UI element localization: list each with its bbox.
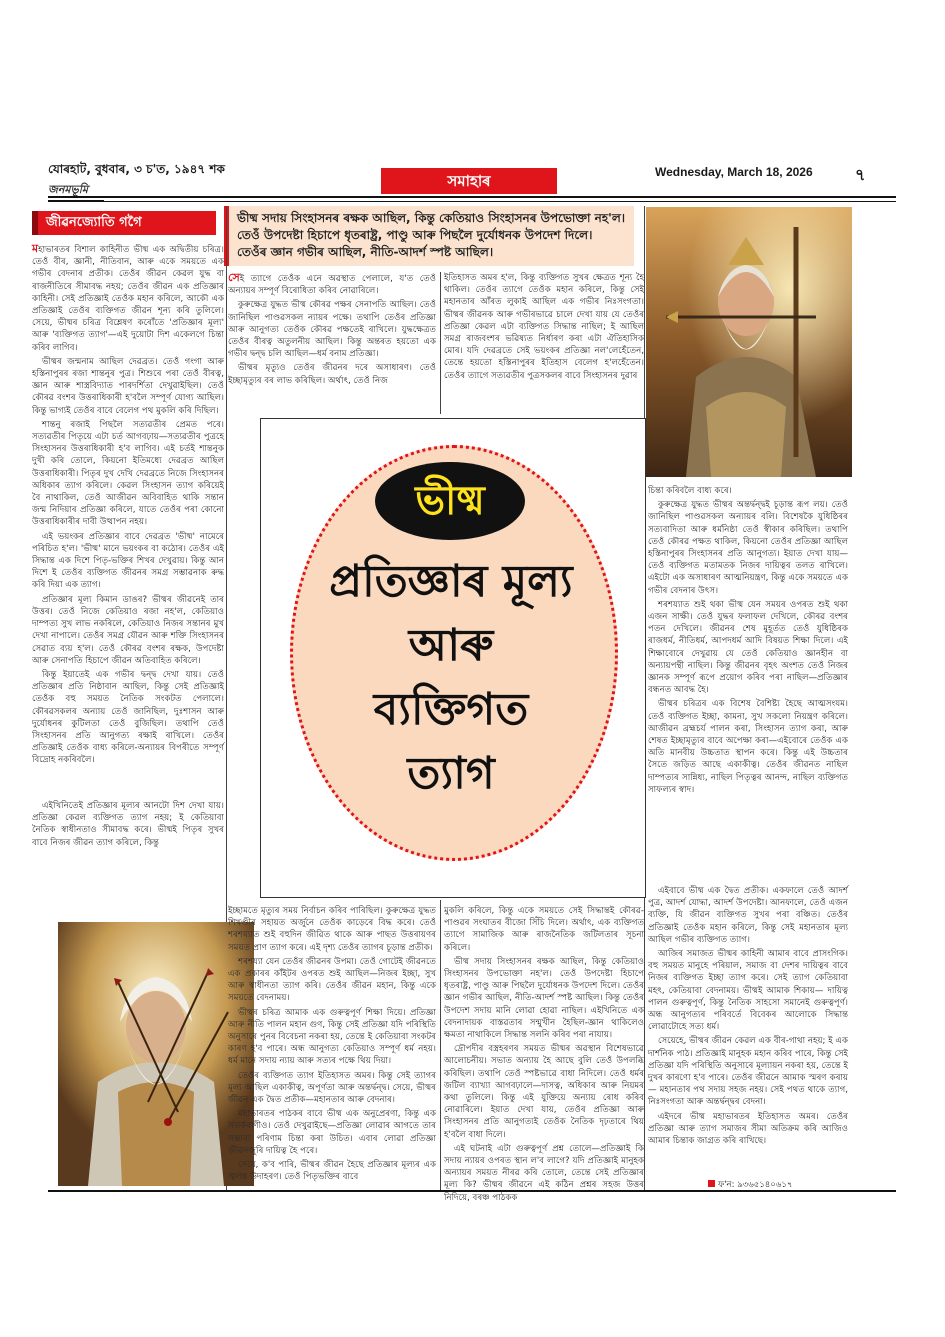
header-rule (48, 196, 896, 198)
paragraph: সেয়ে, ক'ব পাৰি, ভীষ্মৰ জীৱন হৈছে প্ৰতিজ্ঞাৰ মূল্যৰ এক জ্বলন্ত উদাহৰণ। তেওঁ পিতৃভক্তিৰ বাবে (228, 1160, 436, 1183)
paragraph: ভীষ্মৰ চৰিত্ৰ আমাক এক গুৰুত্বপূৰ্ণ শিক্ষা দিয়ে। প্ৰতিজ্ঞা আৰু নীতি পালন মহান গুণ, কিন্তু সেই প্ৰতিজ্ঞা যদি পৰিস্থিতি অনুসাৰে পুনৰ বিবেচনা নকৰা হয়, তেন্তে ই কেতিয়াবা সংকটৰ কাৰণ হ'ব পাৰে। অন্ধ আনুগত্য কেতিয়াও সম্পূৰ্ণ ধৰ্ম নহয়। ধৰ্ম মানে সদায় ন্যায় আৰু সত্যৰ পক্ষে থিয় দিয়া। (228, 1007, 436, 1067)
paragraph: চিন্তা কৰিবলৈ বাধ্য কৰে। (648, 486, 732, 496)
paragraph: ইতিহাসত অমৰ হ'ল, কিন্তু ব্যক্তিগত সুখৰ ক্ষেত্ৰত শূন্য হৈ থাকিল। তেওঁৰ ত্যাগে তেওঁক মহান কৰিলে, কিন্তু সেই মহানতাৰ আঁৰত লুকাই আছিল এক গভীৰ নিঃসংগতা। ভীষ্মৰ জীৱনক আৰু গভীৰভাৱে চালে দেখা যায় যে তেওঁৰ প্ৰতিজ্ঞা কেৱল এটা ব্যক্তিগত সিদ্ধান্ত নাছিল; ই আছিল সমগ্ৰ ৰাজবংশৰ ভৱিষ্যত নিৰ্ধাৰণ কৰা এটা ঐতিহাসিক মোৰ। যদি দেৱব্ৰতে সেই ভয়ংকৰ প্ৰতিজ্ঞা নল'লেহেঁতেন, তেন্তে হয়তো হস্তিনাপুৰৰ ইতিহাস বেলেগ হ'লহেঁতেন। তেওঁৰ ত্যাগে সত্যৱতীৰ পুত্ৰসকলৰ বাবে সিংহাসনৰ দুৱাৰ (444, 273, 644, 381)
paragraph: এইবাবে ভীষ্ম এক দ্বৈত প্ৰতীক। একফালে তেওঁ আদৰ্শ পুত্ৰ, আদৰ্শ যোদ্ধা, আদৰ্শ উপদেষ্টা। আনফালে, তেওঁ এজন ব্যক্তি, যি জীৱন ব্যক্তিগত সুখৰ পৰা বঞ্চিত। তেওঁৰ প্ৰতিজ্ঞাই তেওঁক মহান কৰিলে, কিন্তু সেই মহানতাৰ মূল্য আছিল গভীৰ ব্যক্তিগত ত্যাগ। (648, 886, 848, 945)
paragraph: তেওঁৰ ব্যক্তিগত ত্যাগ ইতিহাসত অমৰ। কিন্তু সেই ত্যাগৰ মূল্য আছিল একাকীত্ব, অপূৰ্ণতা আৰু অন্তৰ্দ্বন্দ্ব। সেয়ে, ভীষ্মৰ জীৱন এক দ্বৈত প্ৰতীক—মহানতাৰ আৰু বেদনাৰ। (228, 1070, 436, 1106)
article-column-2-top (228, 272, 436, 412)
title-line: প্ৰতিজ্ঞাৰ মূল্য (329, 556, 573, 607)
article-column-3-bottom (444, 905, 644, 1203)
paragraph: সেয়েহে, ভীষ্মৰ জীৱন কেৱল এক বীৰ-গাথা নহয়; ই এক দাৰ্শনিক পাঠ। প্ৰতিজ্ঞাই মানুহক মহান কৰিব পাৰে, কিন্তু সেই প্ৰতিজ্ঞা যদি পৰিস্থিতি অনুসাৰে মূল্যায়ন নকৰা হয়, তেন্তে ই দুখৰ কাৰণো হ'ব পাৰে। তেওঁৰ জীৱনে আমাক স্মৰণ কৰায়— মহানতাৰ পথ সদায় সহজ নহয়। সেই পথত থাকে ত্যাগ, নিঃসংগতা আৰু অন্তৰ্দ্বন্দ্বৰ বেদনা। (648, 1036, 848, 1108)
paragraph: ভীষ্মৰ মৃত্যুও তেওঁৰ জীৱনৰ দৰে অসাধাৰণ। তেওঁ ইচ্ছামৃত্যুৰ বৰ লাভ কৰিছিল। অৰ্থাৎ, তেওঁ নিজ (228, 363, 436, 386)
paragraph: ভীষ্মৰ জন্মনাম আছিল দেৱব্ৰত। তেওঁ গংগা আৰু হস্তিনাপুৰৰ ৰজা শান্তনুৰ পুত্ৰ। শিশুৰে পৰা তেওঁ বীৰত্ব, জ্ঞান আৰু শাস্ত্ৰবিদ্যাত পাৰদৰ্শিতা দেখুৱাইছিল। তেওঁ কৌৰৱ বংশৰ উত্তৰাধিকাৰী হ'বলৈ সম্পূৰ্ণ যোগ্য আছিল। কিন্তু ভাগ্যই তেওঁৰ বাবে বেলেগ পথ মুকলি কৰি দিছিল। (32, 356, 224, 416)
article-column-4-top (648, 485, 848, 893)
page-number: ৭ (855, 165, 866, 184)
phone-marker (708, 1180, 715, 1187)
paragraph: এইদৰে ভীষ্ম মহাভাৰতৰ ইতিহাসত অমৰ। তেওঁৰ প্ৰতিজ্ঞা আৰু ত্যাগ সমাজৰ সীমা অতিক্ৰম কৰি আজিও আমাৰ চিন্তাক জাগ্ৰত কৰি ৰাখিছে। (648, 1111, 848, 1147)
paragraph: দ্ৰৌপদীৰ বস্ত্ৰহৰণৰ সময়ত ভীষ্মৰ অৱস্থান বিশেষভাৱে আলোচনীয়। সভাত অন্যায় হৈ আছে বুলি তেওঁ উপলব্ধি কৰিছিল। তথাপি তেওঁ স্পষ্টভাৱে বাধা নিদিলে। তেওঁ ধৰ্মৰ জটিল ব্যাখ্যা আগবঢ়ালে—দাসত্ব, অধিকাৰ আৰু নিয়মৰ কথা তুলিলে। কিন্তু এই যুক্তিয়ে অন্যায় ৰোধ কৰিব নোৱাৰিলে। ইয়াত দেখা যায়, তেওঁৰ প্ৰতিজ্ঞা আৰু সিংহাসনৰ প্ৰতি আনুগত্যই তেওঁক নৈতিক দৃঢ়তাৰে থিয় হ'বলৈ বাধা দিলে। (444, 1044, 644, 1140)
paragraph: মহাভাৰতৰ পাঠকৰ বাবে ভীষ্ম এক অনুপ্ৰেৰণা, কিন্তু এক সতৰ্কবাণীও। তেওঁ দেখুৱাইছে—প্ৰতিজ্ঞা লোৱাৰ আগতে তাৰ সম্ভাব্য পৰিণাম চিন্তা কৰা উচিত। এবাৰ লোৱা প্ৰতিজ্ঞা জীৱনজুৰি দায়িত্ব হৈ পৰে। (228, 1109, 436, 1156)
column-divider (440, 900, 441, 1190)
paragraph: মহাভাৰতৰ বিশাল কাহিনীত ভীষ্ম এক অদ্বিতীয় চৰিত্ৰ। তেওঁ বীৰ, জ্ঞানী, নীতিবান, আৰু একে সময়তে এক গভীৰ বেদনাৰ প্ৰতীক। তেওঁৰ জীৱন কেৱল যুদ্ধ বা ৰাজনীতিৰে সীমাবদ্ধ নহয়; তেওঁৰ জীৱন এক প্ৰতিজ্ঞাৰ কাহিনী। সেই প্ৰতিজ্ঞাই তেওঁক মহান কৰিলে, আকৌ এক প্ৰতিজ্ঞাই তেওঁৰ ব্যক্তিগত জীৱন শূন্য কৰি তুলিলে। সেয়ে, ভীষ্মৰ চৰিত্ৰ বিশ্লেষণ কৰোঁতে 'প্ৰতিজ্ঞাৰ মূল্য' আৰু 'ব্যক্তিগত ত্যাগ'—এই দুয়োটা দিশ একেলগে চিন্তা কৰিব লাগিব। (32, 242, 224, 353)
column-divider (440, 272, 441, 414)
paragraph: শান্তনু ৰজাই পিছলৈ সত্যৱতীৰ প্ৰেমত পৰে। সত্যৱতীৰ পিতৃয়ে এটা চৰ্ত আগবঢ়ায়—সত্যৱতীৰ পুত্ৰহে সিংহাসনৰ উত্তৰাধিকাৰী হ'ব লাগিব। এই চৰ্তই শান্তনুক দুখী কৰি তোলে, কিয়নো ইতিমধ্যে দেৱব্ৰত আছিল উত্তৰাধিকাৰী। পিতৃৰ দুখ দেখি দেৱব্ৰতে নিজে সিংহাসনৰ অধিকাৰ ত্যাগ কৰিলে। কেৱল সিংহাসন ত্যাগ কৰিয়েই বৈ নাথাকিল, তেওঁ আজীৱন অবিবাহিত থাকি সন্তান জন্ম নিদিয়াৰ প্ৰতিজ্ঞা কৰিলে, যাতে তেওঁৰ পৰা কোনো উত্তৰাধিকাৰীৰ দাবী উত্থাপন নহয়। (32, 419, 224, 528)
footer-rule (48, 1190, 896, 1192)
paragraph: কুৰুক্ষেত্ৰ যুদ্ধত ভীষ্ম কৌৰৱ পক্ষৰ সেনাপতি আছিল। তেওঁ জানিছিল পাণ্ডৱসকল ন্যায়ৰ পক্ষে। তথাপি তেওঁৰ প্ৰতিজ্ঞা আৰু আনুগত্য তেওঁক কৌৰৱ পক্ষতেই ৰাখিলে। যুদ্ধক্ষেত্ৰত তেওঁৰ বীৰত্ব অতুলনীয় আছিল। কিন্তু অন্তৰত হয়তো এক গভীৰ দ্বন্দ্ব চলি আছিল—ধৰ্ম বনাম প্ৰতিজ্ঞা। (228, 300, 436, 360)
author-byline: জীৱনজ্যোতি গগৈ (32, 211, 216, 235)
pull-quote: ভীষ্ম সদায় সিংহাসনৰ ৰক্ষক আছিল, কিন্তু কেতিয়াও সিংহাসনৰ উপভোক্তা নহ'ল। তেওঁ উপদেষ্টা হিচাপে ধৃতৰাষ্ট্ৰ, পাণ্ডু আৰু পিছলৈ দুৰ্যোধনক উপদেশ দিলে। তেওঁৰ জ্ঞান গভীৰ আছিল, নীতি-আদৰ্শ স্পষ্ট আছিল। (224, 206, 634, 266)
title-main: ভীষ্ম (415, 478, 485, 524)
masthead-logo: জনমভূমি (48, 181, 104, 202)
paragraph: সেই ত্যাগে তেওঁক এনে অৱস্থাত পেলালে, য'ত তেওঁ অন্যায়ৰ সম্পূৰ্ণ বিৰোধিতা কৰিব নোৱাৰিলে। (228, 271, 436, 297)
article-column-4-bottom (648, 885, 848, 1185)
article-column-3-top (444, 272, 644, 412)
paragraph: ভীষ্মৰ চৰিত্ৰৰ এক বিশেষ বৈশিষ্ট্য হৈছে আত্মসংযম। তেওঁ ব্যক্তিগত ইচ্ছা, কামনা, সুখ সকলো নিয়ন্ত্ৰণ কৰিলে। আজীৱন ব্ৰহ্মচৰ্য পালন কৰা, সিংহাসন ত্যাগ কৰা, আৰু শেষত ইচ্ছামৃত্যুৰ বাবে অপেক্ষা কৰা—এইবোৰে তেওঁক এক অতি মানবীয় উচ্চতাত স্থাপন কৰে। কিন্তু এই উচ্চতাৰ সৈতে জড়িত আছে একাকীত্ব। তেওঁৰ জীৱনত নাছিল দাম্পত্যৰ সান্নিধ্য, নাছিল পিতৃত্বৰ আনন্দ, নাছিল ব্যক্তিগত সাফল্যৰ স্বাদ। (648, 699, 848, 795)
paragraph: কিন্তু ইয়াতেই এক গভীৰ দ্বন্দ্ব দেখা যায়। তেওঁ প্ৰতিজ্ঞাৰ প্ৰতি নিষ্ঠাবান আছিল, কিন্তু সেই প্ৰতিজ্ঞাই তেওঁক বহু সময়ত নৈতিক সংকটত পেলালে। কৌৰৱসকলৰ অন্যায় তেওঁ জানিছিল, দুঃশাসন আৰু দুৰ্যোধনৰ কুটিলতা তেওঁ বুজিছিল। তথাপি তেওঁ সিংহাসনৰ প্ৰতি আনুগত্য ৰক্ষাই ৰাখিলে। তেওঁৰ প্ৰতিজ্ঞাই তেওঁক বাধ্য কৰিলে-অন্যায়ৰ বিপৰীতে সম্পূৰ্ণ বিদ্ৰোহ নকৰিবলৈ। (32, 669, 224, 766)
title-line: আৰু (408, 620, 494, 671)
header-rule-thin (48, 201, 896, 202)
bhishma-arrow-bed-illustration (58, 922, 254, 1186)
paragraph: প্ৰতিজ্ঞাৰ মূল্য কিমান ডাঙৰ? ভীষ্মৰ জীৱনেই তাৰ উত্তৰ। তেওঁ নিজে কেতিয়াও ৰজা নহ'ল, কেতিয়াও দাম্পত্য সুখ লাভ নকৰিলে, কেতিয়াও নিজৰ সন্তানৰ মুখ দেখা নাপালে। তেওঁৰ সমগ্ৰ যৌৱন আৰু শক্তি সিংহাসনৰ সেৱাত ব্যয় হ'ল। তেওঁ কৌৰৱ বংশৰ ৰক্ষক, উপদেষ্টা আৰু সেনাপতি হিচাপে জীৱন অতিবাহিত কৰিলে। (32, 594, 224, 666)
paragraph: মুকলি কৰিলে, কিন্তু একে সময়তে সেই সিদ্ধান্তই কৌৰৱ-পাণ্ডৱৰ সংঘাতৰ বীজো সিঁচি দিলে। অৰ্থাৎ, এক ব্যক্তিগত ত্যাগে সামাজিক আৰু ৰাজনৈতিক জটিলতাৰ সূচনা কৰিলে। (444, 906, 644, 953)
paragraph: এই ঘটনাই এটা গুৰুত্বপূৰ্ণ প্ৰশ্ন তোলে—প্ৰতিজ্ঞাই কি সদায় ন্যায়ৰ ওপৰত স্থান ল'ব লাগে? যদি প্ৰতিজ্ঞাই মানুহক অন্যায়ৰ সময়ত নীৰৱ কৰি তোলে, তেন্তে সেই প্ৰতিজ্ঞাৰ মূল্য কি? ভীষ্মৰ জীৱনে এই কঠিন প্ৰশ্নৰ সহজ উত্তৰ নিদিয়ে, বৰঞ্চ পাঠকক (444, 1143, 644, 1203)
byline-accent (32, 211, 38, 235)
paragraph: কুৰুক্ষেত্ৰ যুদ্ধত ভীষ্মৰ অন্তৰ্দ্বন্দ্বই চূড়ান্ত ৰূপ লয়। তেওঁ জানিছিল পাণ্ডৱসকল অন্যায়ৰ বলি। বিশেষকৈ যুধিষ্ঠিৰৰ সত্যবাদিতা আৰু ধৰ্মনিষ্ঠা তেওঁ স্বীকাৰ কৰিছিল। তথাপি তেওঁ কৌৰৱ পক্ষত থাকিল, কিয়নো তেওঁৰ প্ৰতিজ্ঞা আছিল হস্তিনাপুৰৰ সিংহাসনৰ প্ৰতি আনুগত্য। ইয়াত দেখা যায়— তেওঁ ব্যক্তিগত মতামতক নিজৰ দায়িত্বৰ তলত ৰাখিলে। এইটো এক অসাধাৰণ আত্মনিয়ন্ত্ৰণ, কিন্তু একে সময়তে এক গভীৰ বেদনাৰ উৎস। (648, 500, 848, 596)
article-column-1-cont (32, 800, 224, 922)
bhishma-archer-illustration (646, 207, 852, 477)
paragraph: শৰশয্যা যেন তেওঁৰ জীৱনৰ উপমা। তেওঁ গোটেই জীৱনতে এক প্ৰকাৰৰ কাঁইটৰ ওপৰত শুই আছিল—নিজৰ ইচ্ছা, সুখ আৰু স্বাধীনতা ত্যাগ কৰি। তেওঁৰ জীৱন মহান, কিন্তু একে সময়তে বেদনাময়। (228, 956, 436, 1004)
paragraph: এইখিনিতেই প্ৰতিজ্ঞাৰ মূল্যৰ আনটো দিশ দেখা যায়। প্ৰতিজ্ঞা কেৱল ব্যক্তিগত ত্যাগ নহয়; ই কেতিয়াবা নৈতিক স্বাধীনতাও সীমাবদ্ধ কৰে। ভীষ্মই পিতৃৰ সুখৰ বাবে নিজৰ জীৱন ত্যাগ কৰিলে, কিন্তু (32, 801, 224, 848)
header-location-date: যোৰহাট, বুধবাৰ, ৩ চ'ত, ১৯৪৭ শক (48, 162, 225, 176)
paragraph: ভীষ্ম সদায় সিংহাসনৰ ৰক্ষক আছিল, কিন্তু কেতিয়াও সিংহাসনৰ উপভোক্তা নহ'ল। তেওঁ উপদেষ্টা হিচাপে ধৃতৰাষ্ট্ৰ, পাণ্ডু আৰু পিছলৈ দুৰ্যোধনক উপদেশ দিলে। তেওঁৰ জ্ঞান গভীৰ আছিল, নীতি-আদৰ্শ স্পষ্ট আছিল। কিন্তু তেওঁৰ উপদেশ সদায় মানি লোৱা হোৱা নাছিল। এইখিনিতে এক বেদনাদায়ক বাস্তৱতাৰ সন্মুখীন হৈছিল-জ্ঞান থাকিলেও ক্ষমতা নাথাকিলে সিদ্ধান্ত সলনি কৰিব পৰা নাযায়। (444, 956, 644, 1041)
paragraph: আজিৰ সমাজত ভীষ্মৰ কাহিনী আমাৰ বাবে প্ৰাসংগিক। বহু সময়ত মানুহে পৰিয়াল, সমাজ বা দেশৰ দায়িত্বৰ বাবে নিজৰ ব্যক্তিগত ইচ্ছা ত্যাগ কৰে। সেই ত্যাগ কেতিয়াবা মহৎ, কেতিয়াবা বেদনাময়। ভীষ্মই আমাক শিকায়— দায়িত্ব পালন গুৰুত্বপূৰ্ণ, কিন্তু নৈতিক সাহসো সমানেই গুৰুত্বপূৰ্ণ। অন্ধ আনুগত্যৰ পৰিবৰ্তে বিবেকৰ আলোকে সিদ্ধান্ত লোৱাটোহে সত্য ধৰ্ম। (648, 949, 848, 1033)
article-column-2-bottom (228, 905, 436, 1191)
section-title: সমাহাৰ (381, 168, 557, 194)
paragraph: এই ভয়ংকৰ প্ৰতিজ্ঞাৰ বাবে দেৱব্ৰত 'ভীষ্ম' নামেৰে পৰিচিত হ'ল। 'ভীষ্ম' মানে ভয়ংকৰ বা কঠোৰ। তেওঁৰ এই সিদ্ধান্ত এক দিশে পিতৃ-ভক্তিৰ শিখৰ দেখুৱায়। কিন্তু আন দিশে ই তেওঁৰ ব্যক্তিগত জীৱনৰ সমগ্ৰ সম্ভাৱনাক ৰুদ্ধ কৰি দিয়া এক ত্যাগ। (32, 531, 224, 591)
title-line: ত্যাগ (407, 748, 495, 799)
title-line: ব্যক্তিগত (373, 684, 529, 735)
article-column-1 (32, 243, 224, 795)
paragraph: ইচ্ছামতে মৃত্যুৰ সময় নিৰ্বাচন কৰিব পাৰিছিল। কুৰুক্ষেত্ৰ যুদ্ধত শিখণ্ডীৰ সহায়ত অৰ্জুনে তেওঁক কাড়েৰে বিদ্ধ কৰে। তেওঁ শৰশয্যাত শুই বহুদিন জীৱিত থাকে আৰু পাছত উত্তৰায়ণৰ সময়ত প্ৰাণ ত্যাগ কৰে। এই দৃশ্য তেওঁৰ ত্যাগৰ চূড়ান্ত প্ৰতীক। (228, 906, 436, 953)
header-english-date: Wednesday, March 18, 2026 (655, 165, 813, 179)
paragraph: শৰশয্যাত শুই থকা ভীষ্ম যেন সময়ৰ ওপৰত শুই থকা এজন সাক্ষী। তেওঁ যুদ্ধৰ ফলাফল দেখিলে, কৌৰৱ বংশৰ পতন দেখিলে। জীৱনৰ শেষ মুহূৰ্তত তেওঁ যুধিষ্ঠিৰক ৰাজধৰ্ম, নীতিধৰ্ম, আপদধৰ্ম আদি বিষয়ত শিক্ষা দিলে। এই শিক্ষাবোৰে দেখুৱায় যে তেওঁ কেতিয়াও জ্ঞানহীন বা অন্যায়পন্থী নাছিল। কিন্তু জীৱনৰ বৃহৎ অংশত তেওঁ নিজৰ জ্ঞানক সম্পূৰ্ণ ৰূপে প্ৰয়োগ কৰিব পৰা নাছিল—প্ৰতিজ্ঞাৰ বন্ধনত আবদ্ধ হৈ। (648, 599, 848, 696)
author-phone: ফ'ন: ৯৩৬৫১৪০৬১৭ (718, 1180, 793, 1190)
